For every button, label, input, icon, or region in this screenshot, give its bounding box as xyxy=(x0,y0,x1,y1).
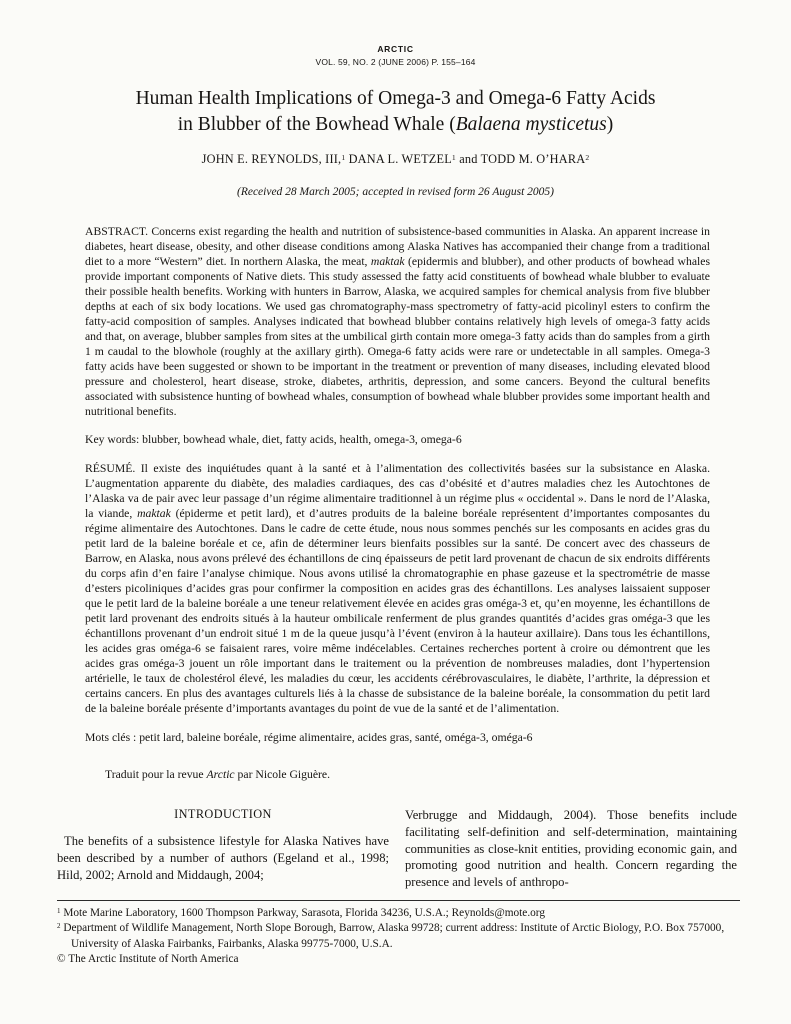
introduction-paragraph-left: The benefits of a subsistence lifestyle for Alaska Natives have been described by a number of authors (Egeland et al., 1998; Hild, 2002; Arnold and Middaugh, 2004; xyxy=(57,834,389,882)
article-title-line2: in Blubber of the Bowhead Whale (Balaena mysticetus) xyxy=(177,114,614,135)
right-column xyxy=(405,807,737,891)
journal-header xyxy=(0,0,791,67)
received-line: (Received 28 March 2005; accepted in revised form 26 August 2005) xyxy=(236,186,554,198)
footnote-divider xyxy=(57,900,740,901)
journal-issue-line: VOL. 59, NO. 2 (JUNE 2006) P. 155–164 xyxy=(315,57,476,67)
two-column-section xyxy=(57,807,740,891)
article-title-line1: Human Health Implications of Omega-3 and Omega-6 Fatty Acids xyxy=(135,88,656,109)
translation-credit-line: Traduit pour la revue Arctic par Nicole Giguère. xyxy=(105,768,331,781)
authors-line: JOHN E. REYNOLDS, III,$^1$ DANA L. WETZEL$^1$ and TODD M. O’HARA$^2$ xyxy=(201,152,590,166)
abstract-paragraph: ABSTRACT. Concerns exist regarding the health and nutrition of subsistence-based communities in Alaska. An apparent increase in diabetes, heart disease, obesity, and other disease conditions among Alaska Natives has accompanied their change from a traditional diet to a more “Western” diet. In northern Alaska, the meat, maktak (epidermis and blubber), and other products of bowhead whales provide important components of Native diets. This study assessed the fatty acid constituents of bowhead whale blubber to evaluate their possible health benefits. Working with hunters in Barrow, Alaska, we acquired samples for chemical analysis from five blubber depths at each of six body locations. We used gas chromatography-mass spectrometry of fatty-acid picolinyl esters to confirm the fatty-acid composition of samples. Analyses indicated that bowhead blubber contains relatively high levels of omega-3 fatty acids and that, on average, blubber samples from sites at the umbilical girth contain more omega-3 fatty acids than do samples from a girth 1 m caudal to the blowhole (roughly at the axillary girth). Omega-6 fatty acids were rare or undetectable in all samples. Omega-3 fatty acids have been suggested or shown to be important in the treatment or prevention of many diseases, including elevated blood pressure and cholesterol, heart disease, stroke, diabetes, arthritis, depression, and some cancers. Beyond the cultural benefits associated with subsistence hunting of bowhead whales, consumption of bowhead whale blubber provides some important health and nutritional benefits. xyxy=(85,225,710,418)
left-column xyxy=(57,807,389,891)
footnote-2: $^2$ Department of Wildlife Management, North Slope Borough, Barrow, Alaska 99728; current address: Institute of Arctic Biology, P.O. Box 757000, University of Alaska Fairbanks, Fairbanks, Alaska 99775-7000, U.S.A. xyxy=(57,922,725,950)
footnotes-section xyxy=(57,906,746,968)
footnote-1: $^1$ Mote Marine Laboratory, 1600 Thompson Parkway, Sarasota, Florida 34236, U.S.A.; Reynolds@mote.org xyxy=(57,906,545,919)
copyright-line: © The Arctic Institute of North America xyxy=(57,953,239,966)
introduction-paragraph-right: Verbrugge and Middaugh, 2004). Those benefits include facilitating self-definition and self-determination, maintaining communities as close-knit entities, providing economic gain, and promoting good nutrition and health. Concern regarding the presence and levels of anthropo- xyxy=(405,808,737,890)
journal-name: ARCTIC xyxy=(377,44,414,54)
mots-cles-line: Mots clés : petit lard, baleine boréale, régime alimentaire, acides gras, santé, oméga-3, oméga-6 xyxy=(85,731,533,744)
keywords-line: Key words: blubber, bowhead whale, diet, fatty acids, health, omega-3, omega-6 xyxy=(85,433,462,446)
introduction-heading: INTRODUCTION xyxy=(174,807,272,821)
resume-paragraph: RÉSUMÉ. Il existe des inquiétudes quant à la santé et à l’alimentation des collectivités basées sur la subsistance en Alaska. L’augmentation apparente du diabète, des maladies cardiaques, des cas d’obésité et d’autres maladies chez les Autochtones de l’Alaska va de pair avec leur passage d’un régime alimentaire traditionnel à un régime plus « occidental ». Dans le nord de l’Alaska, la viande, maktak (épiderme et petit lard), et d’autres produits de la baleine boréale représentent d’importantes composantes du régime alimentaire des Autochtones. Dans le cadre de cette étude, nous nous sommes penchés sur les composants en acides gras du petit lard de la baleine boréale et ce, afin de déterminer leurs bienfaits possibles sur la santé. De concert avec des chasseurs de Barrow, en Alaska, nous avons prélevé des échantillons de cinq épaisseurs de petit lard provenant de chacun de six endroits différents du corps afin d’en faire l’analyse chimique. Nous avons utilisé la chromatographie en phase gazeuse et la spectrométrie de masse d’esters picoliniques d’acides gras pour confirmer la composition en acides gras des échantillons. Les analyses laissaient supposer que le petit lard de la baleine boréale a une teneur relativement élevée en acides gras oméga-3 et, qu’en moyenne, les échantillons de petit lard provenant des endroits situés à la hauteur ombilicale renferment de plus grandes quantités d’acides gras oméga-3 que les échantillons provenant d’un endroit situé 1 m de la queue jusqu’à l’évent (environ à la hauteur axillaire). Dans tous les échantillons, les acides gras oméga-6 se faisaient rares, voire même indécelables. Certaines recherches portent à croire ou démontrent que les acides gras oméga-3 jouent un rôle important dans le traitement ou la prévention de nombreuses maladies, dont l’hypertension artérielle, le taux de cholestérol élevé, les maladies du cœur, les accidents cérébrovasculaires, le diabète, l’arthrite, la dépression et certains cancers. En plus des avantages culturels liés à la chasse de subsistance de la baleine boréale, la consommation du petit lard de la baleine boréale présente d’importants avantages du point de vue de la santé et de l’alimentation. xyxy=(85,462,710,715)
article-title xyxy=(40,86,751,138)
